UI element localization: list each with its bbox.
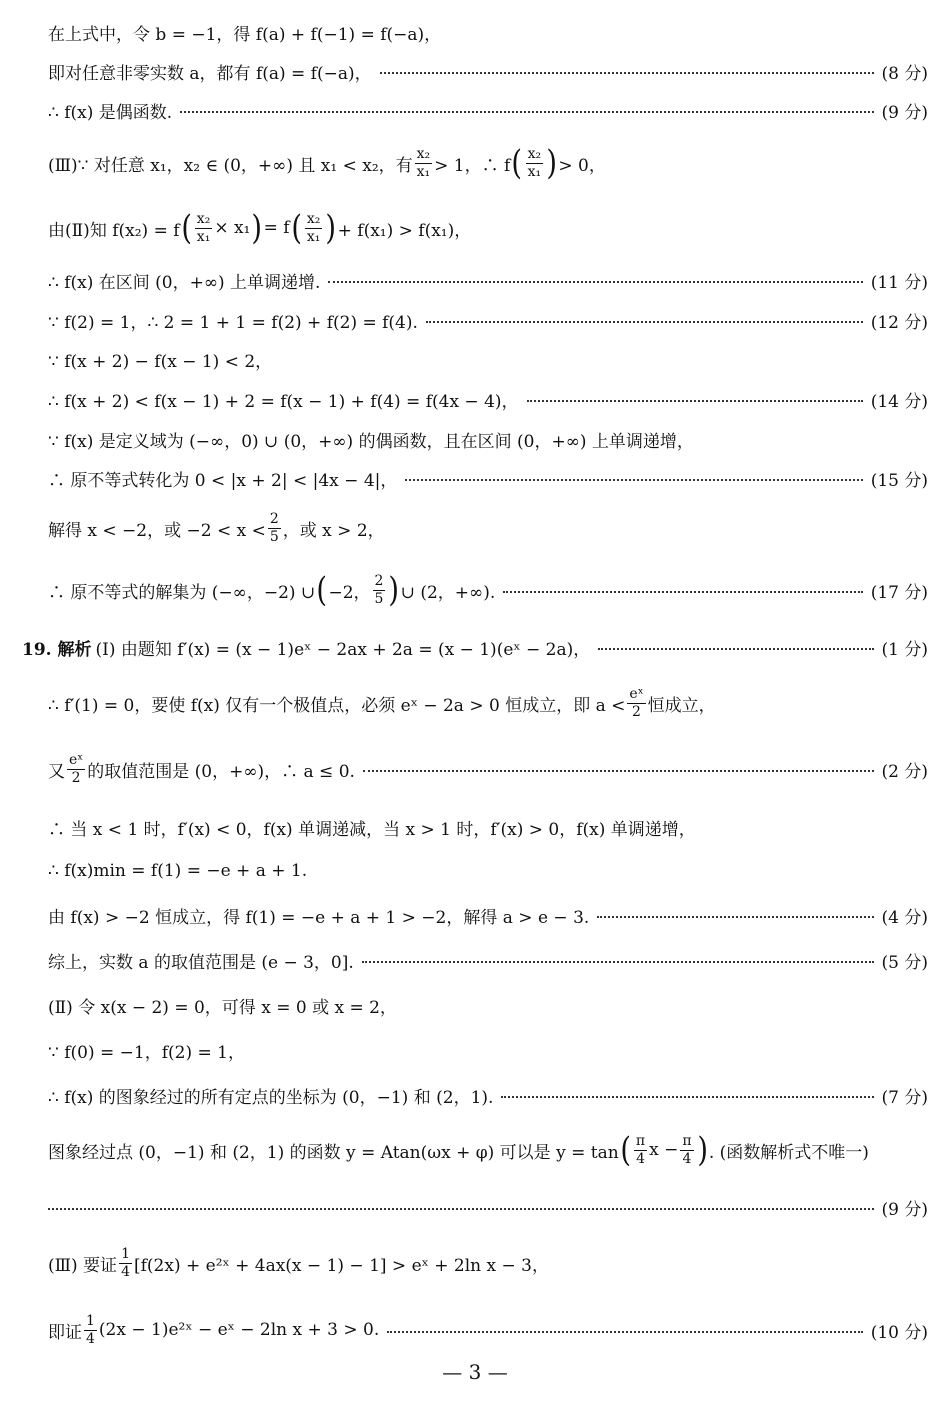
fraction: $\frac{\text{x₂}}{\text{x₁}}$ bbox=[196, 210, 211, 245]
fraction: $\frac{2}{5}$ bbox=[374, 572, 384, 607]
dot-leader bbox=[426, 321, 863, 323]
text-line: ∵ f(x + 2) − f(x − 1) < 2， bbox=[48, 351, 273, 372]
dot-leader bbox=[598, 648, 873, 650]
score-label: (12 分) bbox=[870, 312, 928, 333]
page-number: — 3 — bbox=[442, 1360, 508, 1384]
text-line: ∴ f′(1) = 0，要使 f(x) 仅有一个极值点，必须 eˣ − 2a > 0 恒成立，即 a < $\frac{\text{eˣ}}{2}$ 恒成立， bbox=[48, 685, 716, 720]
score-label: (10 分) bbox=[870, 1322, 928, 1343]
dot-leader bbox=[597, 916, 873, 918]
fraction: $\frac{\text{eˣ}}{2}$ bbox=[629, 685, 644, 720]
score-label: (8 分) bbox=[881, 63, 928, 84]
dot-leader bbox=[387, 1331, 862, 1333]
score-label: (1 分) bbox=[881, 639, 928, 660]
fraction: $\frac{2}{5}$ bbox=[269, 510, 279, 545]
text-line: ∴ f(x)min = f(1) = −e + a + 1. bbox=[48, 861, 308, 881]
text-line: 图象经过点 (0，−1) 和 (2，1) 的函数 y = Atan(ωx + φ) 可以是 y = tan ( $\frac{\pi}{4}$ x − $\frac{\pi}{4}$ ) . (函数解析式不唯一) bbox=[48, 1130, 869, 1170]
score-label: (17 分) bbox=[870, 582, 928, 603]
text-line: ∴ 原不等式转化为 0 < |x + 2| < |4x − 4|， (15 分) bbox=[48, 464, 928, 492]
text-line: 即证 $\frac{1}{4}$ (2x − 1)e²ˣ − eˣ − 2ln x + 3 > 0. (10 分) bbox=[48, 1312, 928, 1347]
dot-leader bbox=[363, 770, 874, 772]
text-line: 即对任意非零实数 a，都有 f(a) = f(−a)， (8 分) bbox=[48, 57, 928, 85]
fraction: $\frac{1}{4}$ bbox=[121, 1245, 130, 1280]
text-line: 又 $\frac{\text{eˣ}}{2}$ 的取值范围是 (0，+∞)，∴ a ≤ 0. (2 分) bbox=[48, 751, 928, 786]
score-label: (11 分) bbox=[870, 272, 928, 293]
text-line: 由 f(x) > −2 恒成立，得 f(1) = −e + a + 1 > −2，解得 a > e − 3. (4 分) bbox=[48, 901, 928, 929]
score-label: (9 分) bbox=[881, 1199, 928, 1220]
score-label: (9 分) bbox=[881, 102, 928, 123]
dot-leader bbox=[180, 111, 873, 113]
score-label: (2 分) bbox=[881, 761, 928, 782]
fraction: $\frac{\text{eˣ}}{2}$ bbox=[69, 751, 84, 786]
text-line: 解得 x < −2，或 −2 < x < $\frac{2}{5}$ ，或 x > 2， bbox=[48, 510, 385, 545]
dot-leader bbox=[405, 479, 862, 481]
dot-leader bbox=[362, 961, 874, 963]
fraction: $\frac{1}{4}$ bbox=[86, 1312, 95, 1347]
text-line: (Ⅲ) 要证 $\frac{1}{4}$ [f(2x) + e²ˣ + 4ax(x − 1) − 1] > eˣ + 2ln x − 3， bbox=[48, 1245, 549, 1280]
dot-leader bbox=[503, 591, 862, 593]
text-line: ∴ f(x + 2) < f(x − 1) + 2 = f(x − 1) + f(4) = f(4x − 4)， (14 分) bbox=[48, 385, 928, 413]
dot-leader bbox=[527, 400, 863, 402]
text-line: (Ⅲ)∵ 对任意 x₁，x₂ ∈ (0，+∞) 且 x₁ < x₂，有 $\frac{\text{x₂}}{\text{x₁}}$ > 1，∴ f ( $\frac{\text{x₂}}{\text{x₁}}$ ) > 0， bbox=[48, 143, 606, 183]
text-line: ∴ 当 x < 1 时，f′(x) < 0，f(x) 单调递减，当 x > 1 时，f′(x) > 0，f(x) 单调递增， bbox=[48, 819, 696, 840]
fraction: $\frac{\pi}{4}$ bbox=[635, 1132, 646, 1167]
dot-leader bbox=[380, 72, 874, 74]
dot-leader bbox=[501, 1096, 873, 1098]
text-line: ∴ 原不等式的解集为 (−∞，−2) ∪ ( −2， $\frac{2}{5}$ ) ∪ (2，+∞). (17 分) bbox=[48, 570, 928, 610]
text-line bbox=[48, 1193, 928, 1221]
text-line: 在上式中，令 b = −1，得 f(a) + f(−1) = f(−a)， bbox=[48, 24, 442, 45]
score-label: (7 分) bbox=[881, 1087, 928, 1108]
text-line: ∴ f(x) 是偶函数. (9 分) bbox=[48, 96, 928, 124]
score-label: (4 分) bbox=[881, 907, 928, 928]
text-line: ∴ f(x) 在区间 (0，+∞) 上单调递增. (11 分) bbox=[48, 266, 928, 294]
question-line: 19. 解析 (Ⅰ) 由题知 f′(x) = (x − 1)eˣ − 2ax + 2a = (x − 1)(eˣ − 2a)， (1 分) bbox=[22, 633, 928, 661]
text-line: (Ⅱ) 令 x(x − 2) = 0，可得 x = 0 或 x = 2， bbox=[48, 997, 397, 1018]
text-line: 综上，实数 a 的取值范围是 (e − 3，0]. (5 分) bbox=[48, 946, 928, 974]
score-label: (5 分) bbox=[881, 952, 928, 973]
score-label: (14 分) bbox=[870, 391, 928, 412]
dot-leader bbox=[328, 281, 862, 283]
dot-leader bbox=[48, 1208, 874, 1210]
fraction: $\frac{\text{x₂}}{\text{x₁}}$ bbox=[306, 210, 321, 245]
text-line: ∴ f(x) 的图象经过的所有定点的坐标为 (0，−1) 和 (2，1). (7 分) bbox=[48, 1081, 928, 1109]
score-label: (15 分) bbox=[870, 470, 928, 491]
fraction: $\frac{\text{x₂}}{\text{x₁}}$ bbox=[527, 145, 542, 180]
question-number: 19. 解析 bbox=[22, 639, 92, 660]
fraction: $\frac{\text{x₂}}{\text{x₁}}$ bbox=[416, 145, 431, 180]
text-line: 由(Ⅱ)知 f(x₂) = f ( $\frac{\text{x₂}}{\text{x₁}}$ × x₁ ) = f ( $\frac{\text{x₂}}{\text{x₁}}$ ) + f(x₁) > f(x₁)， bbox=[48, 208, 472, 248]
text-line: ∵ f(0) = −1，f(2) = 1， bbox=[48, 1042, 245, 1063]
fraction: $\frac{\pi}{4}$ bbox=[682, 1132, 692, 1167]
text-line: ∵ f(2) = 1，∴ 2 = 1 + 1 = f(2) + f(2) = f(4). (12 分) bbox=[48, 306, 928, 334]
text-line: ∵ f(x) 是定义域为 (−∞，0) ∪ (0，+∞) 的偶函数，且在区间 (0，+∞) 上单调递增， bbox=[48, 431, 694, 452]
